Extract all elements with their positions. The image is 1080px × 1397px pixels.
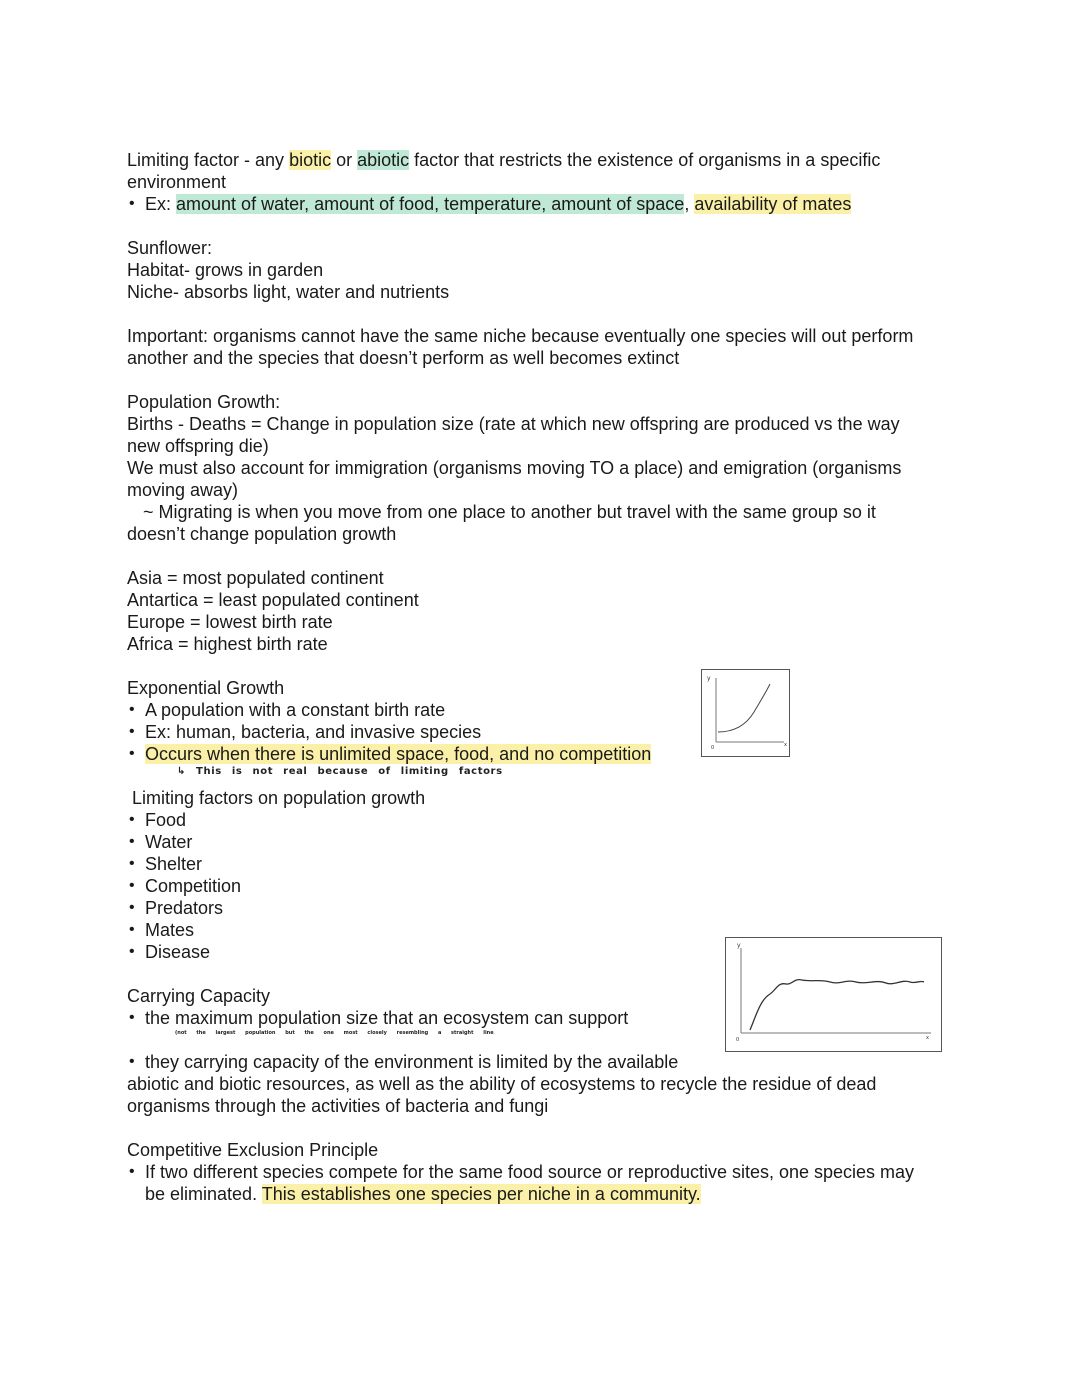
population-growth-title: Population Growth:	[127, 392, 281, 412]
factor-item: Food	[145, 810, 187, 830]
sunflower-niche: Niche- absorbs light, water and nutrients	[127, 282, 450, 302]
carrying-capacity-title: Carrying Capacity	[127, 986, 271, 1006]
highlight-abiotic: abiotic	[357, 150, 410, 170]
limiting-factors-title: Limiting factors on population growth	[132, 788, 426, 808]
x-axis-label: x	[784, 742, 787, 748]
population-formula-cont: new offspring die)	[127, 436, 269, 456]
exponential-curve-svg	[702, 670, 789, 756]
competitive-exclusion-text: If two different species compete for the same food source or reproductive sites, one species may	[145, 1162, 915, 1182]
sunflower-habitat: Habitat- grows in garden	[127, 260, 324, 280]
highlight-biotic: biotic	[289, 150, 332, 170]
population-formula: Births - Deaths = Change in population size (rate at which new offspring are produced vs the way	[127, 414, 900, 434]
logistic-curve-svg	[726, 938, 941, 1051]
j-curve	[718, 684, 770, 732]
highlight-examples-green: amount of water, amount of food, temperature, amount of space	[176, 194, 685, 214]
bullet-icon: •	[129, 195, 135, 212]
factor-item: Mates	[145, 920, 195, 940]
bullet-icon: •	[129, 1009, 135, 1026]
highlight-one-species-per-niche: This establishes one species per niche in a community.	[261, 1184, 701, 1204]
highlight-unlimited: Occurs when there is unlimited space, food, and no competition	[145, 744, 652, 764]
bullet-icon: •	[129, 899, 135, 916]
handwritten-note: ↳ This is not real because of limiting factors	[177, 766, 503, 777]
continent-fact: Africa = highest birth rate	[127, 634, 328, 654]
bullet-icon: •	[129, 701, 135, 718]
migration-note-cont: doesn’t change population growth	[127, 524, 397, 544]
definition-limiting-factor: Limiting factor - any biotic or abiotic factor that restricts the existence of organisms in a specific	[127, 150, 881, 170]
y-axis-label: y	[707, 675, 711, 682]
continent-fact: Europe = lowest birth rate	[127, 612, 333, 632]
bullet-icon: •	[129, 855, 135, 872]
origin-label: 0	[736, 1037, 740, 1043]
important-note: Important: organisms cannot have the same niche because eventually one species will out perform	[127, 326, 914, 346]
factor-item: Predators	[145, 898, 224, 918]
factor-item: Disease	[145, 942, 211, 962]
carrying-capacity-graph	[725, 937, 942, 1052]
continent-fact: Antartica = least populated continent	[127, 590, 419, 610]
definition-limiting-factor-cont: environment	[127, 172, 227, 192]
bullet-icon: •	[129, 921, 135, 938]
exponential-bullet: Ex: human, bacteria, and invasive species	[145, 722, 482, 742]
bullet-icon: •	[129, 811, 135, 828]
highlight-examples-yellow: availability of mates	[694, 194, 852, 214]
competitive-exclusion-text-cont: be eliminated. This establishes one species per niche in a community.	[145, 1184, 701, 1204]
sunflower-title: Sunflower:	[127, 238, 213, 258]
limiting-examples: Ex: amount of water, amount of food, temperature, amount of space, availability of mates	[145, 194, 852, 214]
bullet-icon: •	[129, 723, 135, 740]
x-axis-label: x	[926, 1035, 929, 1041]
immigration-note: We must also account for immigration (organisms moving TO a place) and emigration (organisms	[127, 458, 902, 478]
y-axis-label: y	[737, 942, 741, 949]
handwritten-note: (not the largest population but the one most closely resembling a straight line	[175, 1030, 494, 1036]
competitive-exclusion-title: Competitive Exclusion Principle	[127, 1140, 379, 1160]
exponential-growth-title: Exponential Growth	[127, 678, 285, 698]
exponential-bullet: A population with a constant birth rate	[145, 700, 446, 720]
factor-item: Water	[145, 832, 193, 852]
carrying-capacity-limits-cont: organisms through the activities of bacteria and fungi	[127, 1096, 549, 1116]
bullet-icon: •	[129, 833, 135, 850]
exponential-bullet	[145, 743, 651, 765]
origin-label: 0	[711, 745, 715, 751]
bullet-icon: •	[129, 745, 135, 762]
factor-item: Shelter	[145, 854, 203, 874]
bullet-icon: •	[129, 877, 135, 894]
immigration-note-cont: moving away)	[127, 480, 239, 500]
bullet-icon: •	[129, 943, 135, 960]
bullet-icon: •	[129, 1163, 135, 1180]
carrying-capacity-definition: the maximum population size that an ecosystem can support	[145, 1008, 629, 1028]
carrying-capacity-limits-cont: abiotic and biotic resources, as well as the ability of ecosystems to recycle the residue of dead	[127, 1074, 877, 1094]
carrying-capacity-limits: they carrying capacity of the environment is limited by the available	[145, 1052, 679, 1072]
exponential-growth-graph	[701, 669, 790, 757]
continent-fact: Asia = most populated continent	[127, 568, 384, 588]
s-curve	[750, 980, 924, 1030]
important-note-cont: another and the species that doesn’t perform as well becomes extinct	[127, 348, 680, 368]
migration-note: ~ Migrating is when you move from one place to another but travel with the same group so it	[143, 502, 876, 522]
factor-item: Competition	[145, 876, 242, 896]
bullet-icon: •	[129, 1053, 135, 1070]
